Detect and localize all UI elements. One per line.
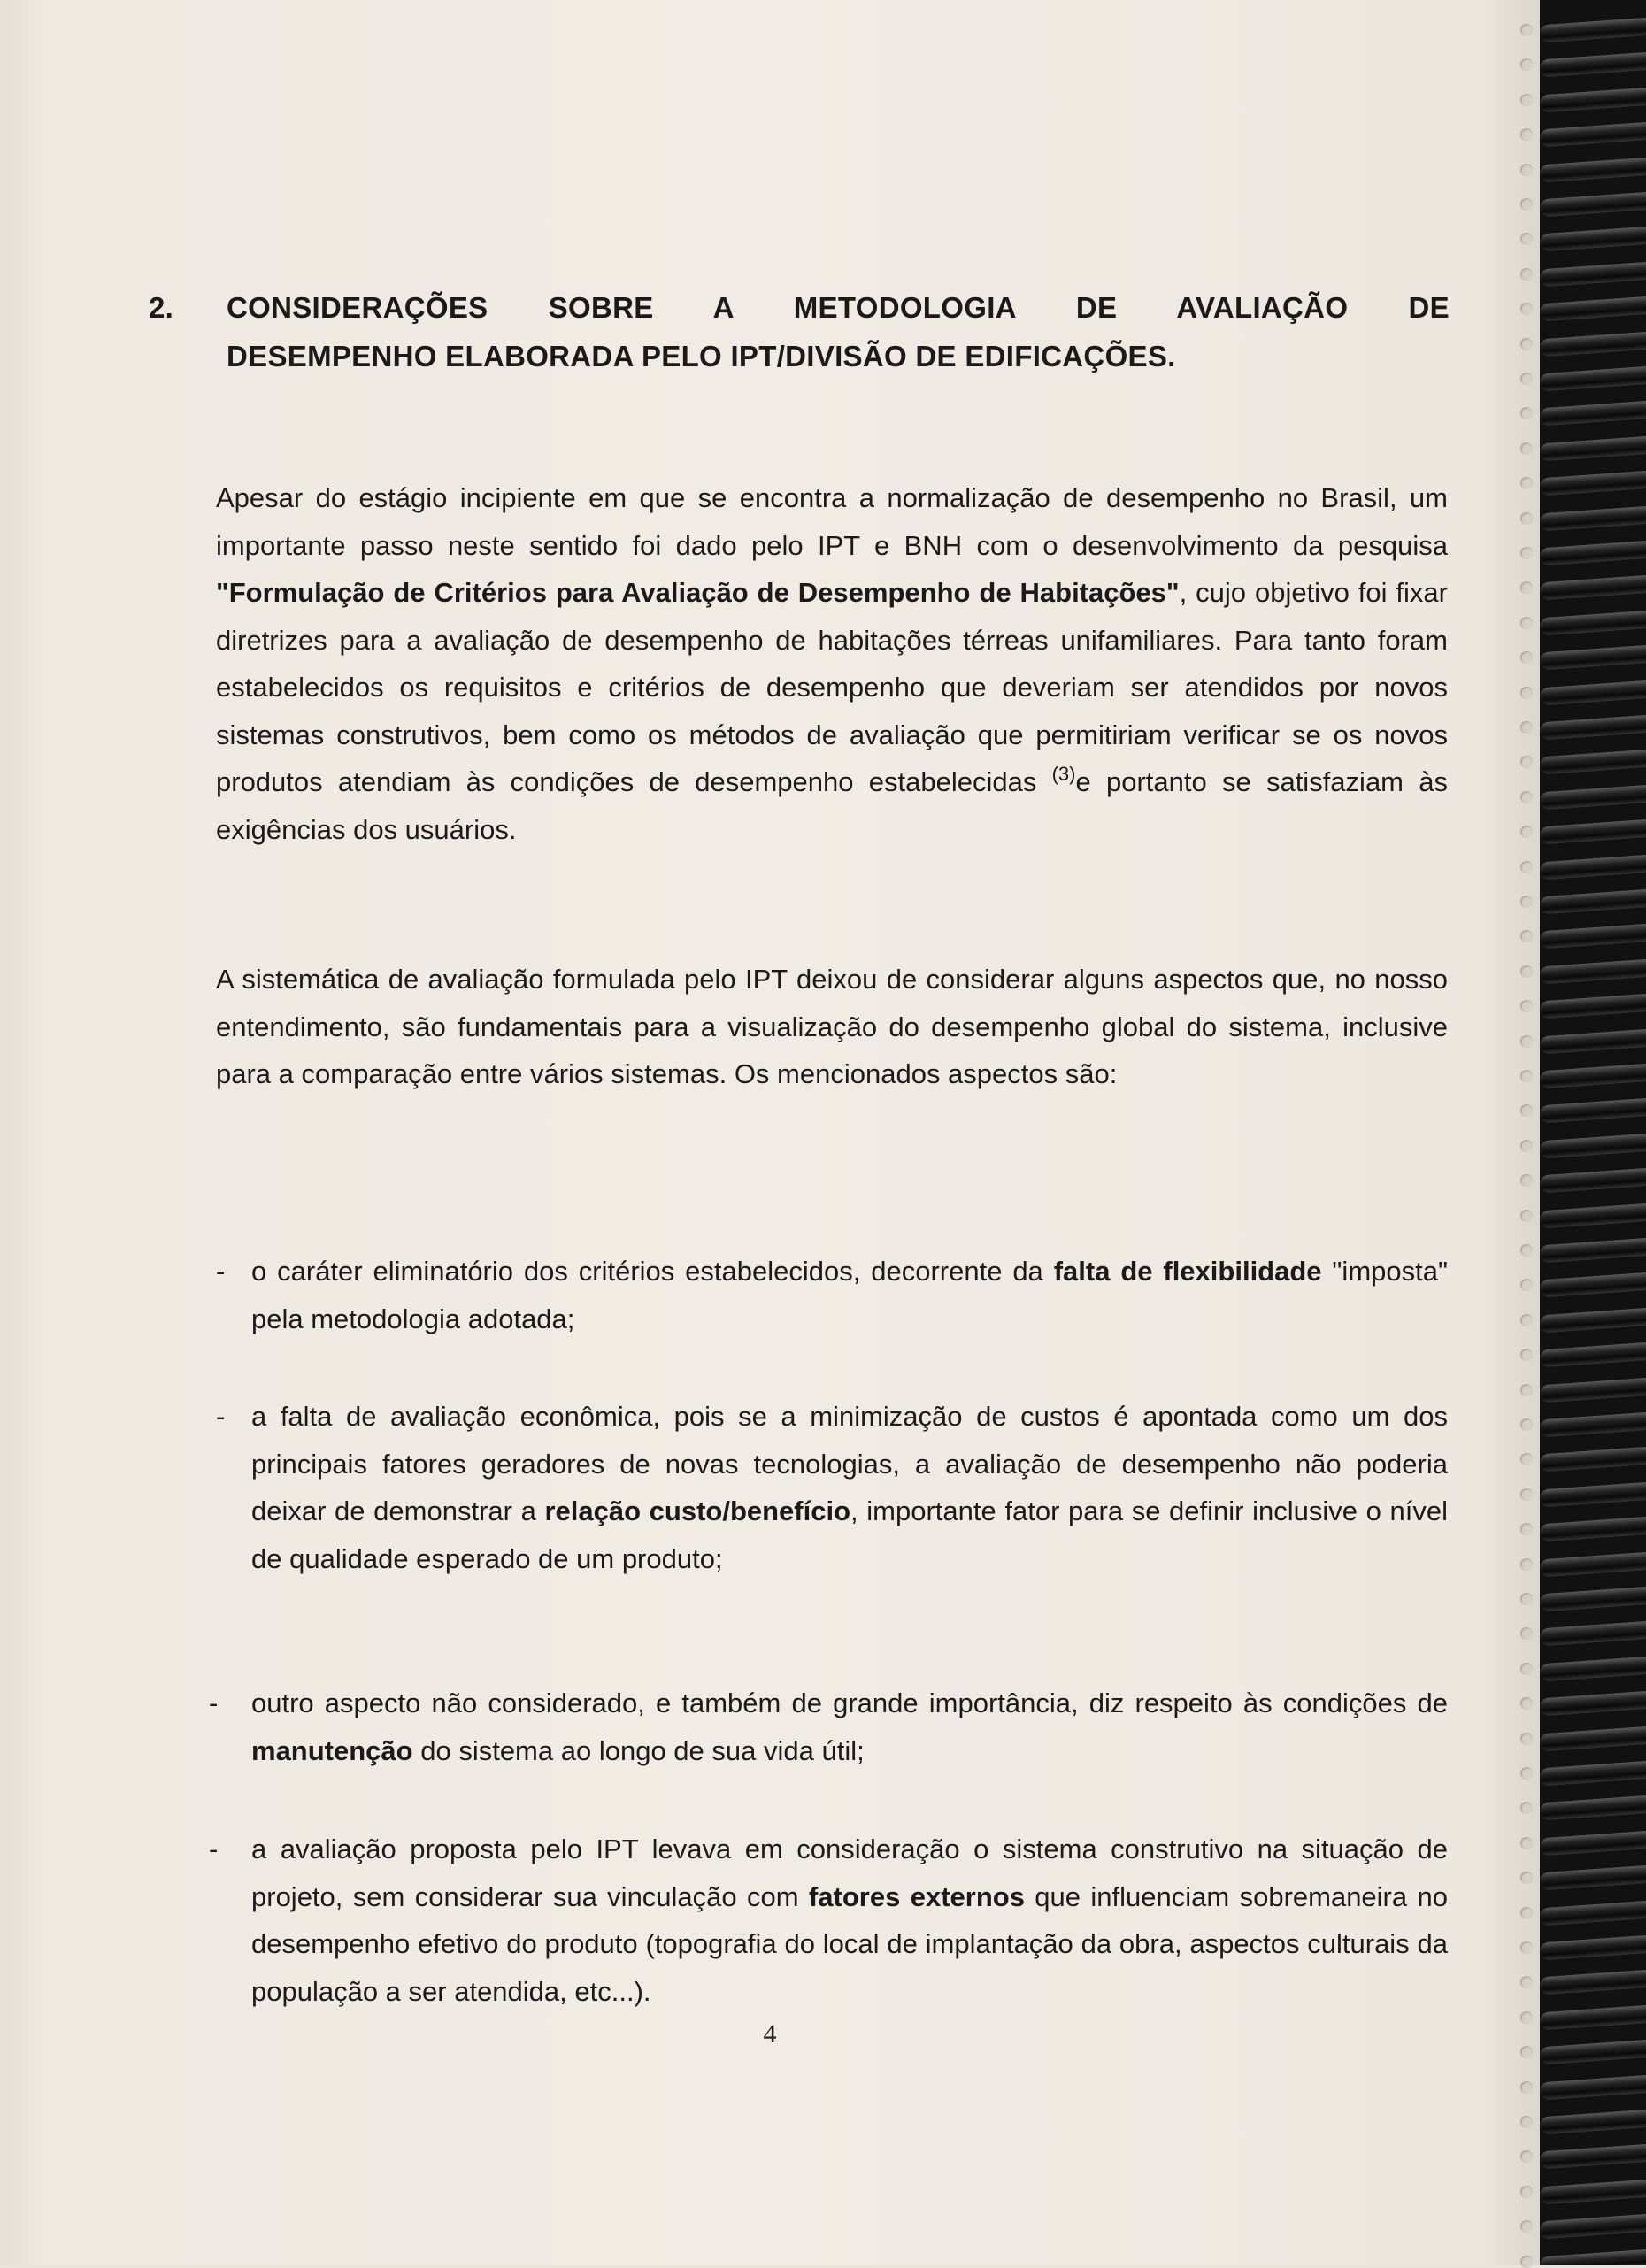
binding-coil xyxy=(1540,435,1646,461)
binding-coil xyxy=(1540,2144,1646,2170)
binding-coil xyxy=(1540,541,1646,566)
section-title-line-1: CONSIDERAÇÕES SOBRE A METODOLOGIA DE AVALIAÇÃO DE xyxy=(227,291,1450,324)
punch-hole xyxy=(1520,373,1533,385)
section-number: 2. xyxy=(149,291,174,324)
punch-hole xyxy=(1520,303,1533,315)
binding-coil xyxy=(1540,331,1646,357)
list-dash: - xyxy=(216,1401,226,1432)
binding-coil xyxy=(1540,750,1646,775)
binding-coil xyxy=(1540,192,1646,218)
binding-coil xyxy=(1540,1447,1646,1472)
binding-coil xyxy=(1540,296,1646,322)
binding-coil xyxy=(1540,157,1646,182)
emphasis-text: manutenção xyxy=(251,1734,413,1766)
punch-hole xyxy=(1520,826,1533,838)
punch-hole xyxy=(1520,1593,1533,1605)
punch-hole xyxy=(1520,1976,1533,1988)
punch-hole xyxy=(1520,1523,1533,1535)
punch-hole xyxy=(1520,1837,1533,1849)
punch-hole xyxy=(1520,1418,1533,1431)
punch-hole xyxy=(1520,1663,1533,1675)
punch-hole xyxy=(1520,1488,1533,1501)
punch-hole xyxy=(1520,2081,1533,2094)
list-dash: - xyxy=(209,1688,219,1718)
binding-coil xyxy=(1540,924,1646,949)
reference-marker: (3) xyxy=(1051,763,1076,785)
binding-coil xyxy=(1540,1830,1646,1856)
punch-hole xyxy=(1520,756,1533,768)
punch-hole xyxy=(1520,477,1533,489)
binding-coil xyxy=(1540,958,1646,984)
punch-hole xyxy=(1520,2150,1533,2163)
binding-coil xyxy=(1540,1621,1646,1647)
punch-hole xyxy=(1520,2186,1533,2198)
punch-hole xyxy=(1520,233,1533,245)
binding-coil xyxy=(1540,2110,1646,2135)
punch-hole xyxy=(1520,58,1533,71)
binding-coil xyxy=(1540,1028,1646,1054)
binding-coil xyxy=(1540,715,1646,741)
punch-hole xyxy=(1520,2046,1533,2058)
emphasis-text: falta de flexibilidade xyxy=(1053,1256,1322,1287)
punch-hole xyxy=(1520,1453,1533,1465)
punch-hole xyxy=(1520,930,1533,942)
binding-coil xyxy=(1540,1795,1646,1821)
punch-hole xyxy=(1520,791,1533,803)
binding-coil xyxy=(1540,1726,1646,1751)
list-item: - a falta de avaliação econômica, pois se a minimização de custos é apontada como um dos principais fatores geradores de novas tecnologias, a avaliação de desempenho não poderia deixar de demonstrar a relação custo/benefício, importante fator para se definir inclusive o nível de qualidade esperado de um produto; xyxy=(209,1393,1448,1582)
binding-coil xyxy=(1540,505,1646,531)
binding-coil xyxy=(1540,1656,1646,1681)
punch-hole xyxy=(1520,617,1533,629)
punch-hole xyxy=(1520,896,1533,908)
punch-hole xyxy=(1520,2220,1533,2233)
punch-hole xyxy=(1520,2116,1533,2128)
binding-coil xyxy=(1540,471,1646,496)
punch-hole xyxy=(1520,1104,1533,1117)
binding-coil xyxy=(1540,1377,1646,1403)
punch-hole xyxy=(1520,1907,1533,1919)
punch-hole xyxy=(1520,1035,1533,1048)
punch-hole xyxy=(1520,407,1533,419)
binding-coil xyxy=(1540,2004,1646,2030)
list-item: - a avaliação proposta pelo IPT levava em consideração o sistema construtivo na situação de projeto, sem considerar sua vinculação com fatores externos que influenciam sobremaneira no desempenho efetivo do produto (topografia do local de implantação da obra, aspectos culturais da população a ser atendida, etc...). xyxy=(209,1826,1448,2015)
binding-coil xyxy=(1540,1272,1646,1298)
binding-coil xyxy=(1540,994,1646,1019)
binding-coil xyxy=(1540,680,1646,705)
punch-hole xyxy=(1520,1244,1533,1257)
binding-coil xyxy=(1540,1342,1646,1368)
binding-coil xyxy=(1540,1551,1646,1577)
punch-hole xyxy=(1520,442,1533,455)
binding-coil xyxy=(1540,1691,1646,1717)
punch-hole xyxy=(1520,1070,1533,1082)
binding-coil xyxy=(1540,18,1646,43)
binding-coil xyxy=(1540,819,1646,845)
punch-hole xyxy=(1520,721,1533,734)
punch-hole xyxy=(1520,1140,1533,1152)
punch-hole xyxy=(1520,1279,1533,1291)
binding-coil xyxy=(1540,1412,1646,1438)
binding-coil xyxy=(1540,1935,1646,1961)
binding-coil xyxy=(1540,1587,1646,1612)
binding-coil xyxy=(1540,1900,1646,1926)
binding-coil xyxy=(1540,122,1646,148)
binding-coil xyxy=(1540,1865,1646,1891)
punch-hole xyxy=(1520,2011,1533,2024)
punch-hole xyxy=(1520,1384,1533,1396)
binding-coil xyxy=(1540,889,1646,915)
binding-coil xyxy=(1540,1064,1646,1089)
spiral-binding xyxy=(1540,0,1646,2265)
punch-hole xyxy=(1520,1941,1533,1954)
punch-hole xyxy=(1520,2256,1533,2268)
punch-hole xyxy=(1520,1174,1533,1187)
punch-hole xyxy=(1520,1802,1533,1814)
punch-hole xyxy=(1520,24,1533,36)
binding-coil xyxy=(1540,1307,1646,1333)
binding-coil xyxy=(1540,52,1646,78)
research-title: "Formulação de Critérios para Avaliação de Desempenho de Habitações" xyxy=(216,577,1180,608)
binding-coil xyxy=(1540,645,1646,671)
binding-coil xyxy=(1540,2179,1646,2204)
section-title-line-2: DESEMPENHO ELABORADA PELO IPT/DIVISÃO DE EDIFICAÇÕES. xyxy=(227,340,1176,373)
binding-coil xyxy=(1540,784,1646,810)
list-dash: - xyxy=(216,1256,226,1287)
binding-coil xyxy=(1540,610,1646,635)
punch-hole xyxy=(1520,198,1533,211)
binding-coil xyxy=(1540,575,1646,601)
punch-hole xyxy=(1520,268,1533,281)
paragraph-ipt-method: A sistemática de avaliação formulada pelo IPT deixou de considerar alguns aspectos que, no nosso entendimento, são fundamentais para a visualização do desempenho global do sistema, inclusive para a comparação entre vários sistemas. Os mencionados aspectos são: xyxy=(216,964,1448,1089)
binding-coil xyxy=(1540,2040,1646,2065)
binding-coil xyxy=(1540,1168,1646,1194)
punch-hole xyxy=(1520,861,1533,873)
emphasis-text: relação custo/benefício xyxy=(544,1495,851,1526)
list-dash: - xyxy=(209,1834,219,1864)
punch-hole xyxy=(1520,1872,1533,1884)
binding-coil xyxy=(1540,1133,1646,1158)
punch-hole xyxy=(1520,1697,1533,1710)
punch-hole xyxy=(1520,164,1533,176)
binding-coil xyxy=(1540,2214,1646,2240)
binding-coil xyxy=(1540,854,1646,880)
punch-hole xyxy=(1520,128,1533,141)
punch-hole xyxy=(1520,1349,1533,1361)
list-item: - outro aspecto não considerado, e também de grande importância, diz respeito às condições de manutenção do sistema ao longo de sua vida útil; xyxy=(209,1680,1448,1774)
punch-hole xyxy=(1520,1558,1533,1571)
punch-hole xyxy=(1520,687,1533,699)
punch-hole xyxy=(1520,1000,1533,1012)
binding-coil xyxy=(1540,1970,1646,1995)
binding-coil xyxy=(1540,87,1646,112)
binding-coil xyxy=(1540,261,1646,287)
paragraph-ipt-bnh: Apesar do estágio incipiente em que se encontra a normalização de desempenho no Brasil, um importante passo neste sentido foi dado pelo IPT e BNH com o desenvolvimento da pesquisa "Formulação de Critérios para Avaliação de Desempenho de Habitações", cujo objetivo foi fixar diretrizes para a avaliação de desempenho de habitações térreas unifamiliares. Para tanto foram estabelecidos os requisitos e critérios de desempenho que deveriam ser atendidos por novos sistemas construtivos, bem como os métodos de avaliação que permitiriam verificar se os novos produtos atendiam às condições de desempenho estabelecidas $^{(3)}$e portanto se satisfaziam às exigências dos usuários. xyxy=(216,482,1448,845)
punch-hole xyxy=(1520,581,1533,594)
punch-hole xyxy=(1520,651,1533,664)
binding-coil xyxy=(1540,2249,1646,2265)
page-number: 4 xyxy=(763,2019,777,2049)
punch-hole xyxy=(1520,94,1533,106)
binding-coil xyxy=(1540,1517,1646,1542)
punch-hole xyxy=(1520,1314,1533,1326)
binding-coil xyxy=(1540,227,1646,252)
punch-hole xyxy=(1520,1733,1533,1745)
binding-coil xyxy=(1540,1238,1646,1264)
punch-hole xyxy=(1520,1210,1533,1222)
punch-hole xyxy=(1520,512,1533,525)
punch-hole xyxy=(1520,338,1533,350)
punch-hole xyxy=(1520,965,1533,978)
punch-hole xyxy=(1520,1627,1533,1640)
emphasis-text: fatores externos xyxy=(808,1880,1025,1912)
binding-coil xyxy=(1540,1098,1646,1124)
list-item: - o caráter eliminatório dos critérios estabelecidos, decorrente da falta de flexibilidade "imposta" pela metodologia adotada; xyxy=(209,1248,1448,1342)
binding-coil xyxy=(1540,1481,1646,1507)
punch-hole xyxy=(1520,1767,1533,1780)
binding-coil xyxy=(1540,366,1646,392)
punch-hole xyxy=(1520,547,1533,559)
binding-coil xyxy=(1540,1761,1646,1787)
binding-coil xyxy=(1540,1203,1646,1228)
binding-coil xyxy=(1540,401,1646,427)
binding-coil xyxy=(1540,2074,1646,2100)
